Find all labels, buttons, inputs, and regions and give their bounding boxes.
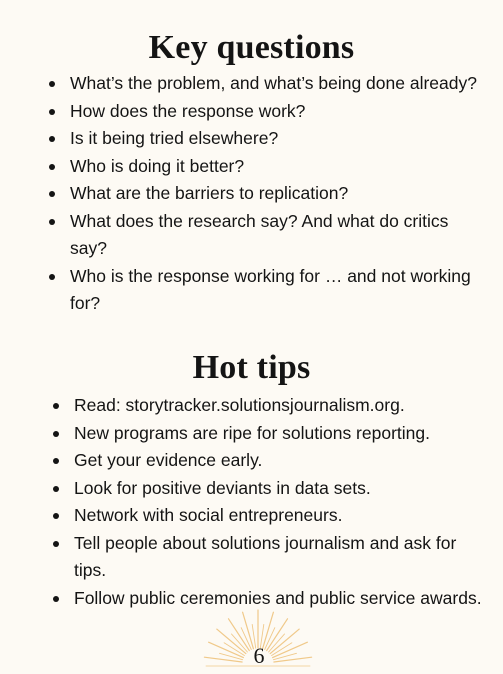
list-item: Tell people about solutions journalism and ask for tips. xyxy=(74,530,486,585)
key-questions-list xyxy=(70,70,485,318)
list-item: What’s the problem, and what’s being done already? xyxy=(70,70,485,98)
list-item: New programs are ripe for solutions reporting. xyxy=(74,420,486,448)
list-item: Read: storytracker.solutionsjournalism.org. xyxy=(74,392,486,420)
list-item: What does the research say? And what do critics say? xyxy=(70,208,485,263)
list-item: Who is the response working for … and not working for? xyxy=(70,263,485,318)
list-item: Is it being tried elsewhere? xyxy=(70,125,485,153)
list-item: How does the response work? xyxy=(70,98,485,126)
list-item: Who is doing it better? xyxy=(70,153,485,181)
hot-tips-list xyxy=(74,392,486,612)
list-item: Get your evidence early. xyxy=(74,447,486,475)
list-item: Network with social entrepreneurs. xyxy=(74,502,486,530)
page-number: 6 xyxy=(253,643,265,668)
list-item: Follow public ceremonies and public service awards. xyxy=(74,585,486,613)
hot-tips-heading: Hot tips xyxy=(192,349,311,386)
list-item: What are the barriers to replication? xyxy=(70,180,485,208)
key-questions-heading: Key questions xyxy=(148,29,355,66)
list-item: Look for positive deviants in data sets. xyxy=(74,475,486,503)
